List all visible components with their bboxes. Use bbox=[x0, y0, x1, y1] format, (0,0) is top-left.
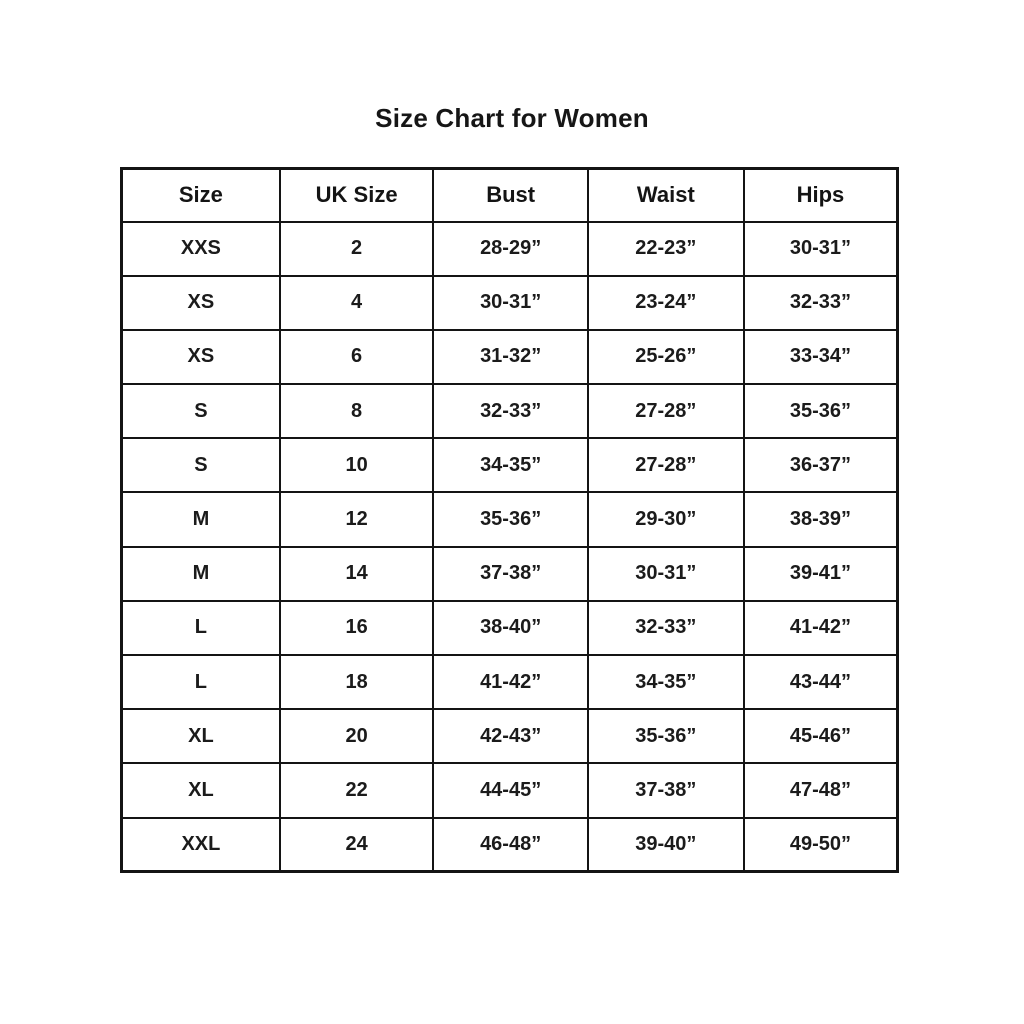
table-cell: XL bbox=[122, 709, 280, 763]
table-row bbox=[122, 547, 898, 601]
table-cell: 35-36” bbox=[433, 492, 587, 546]
table-cell: 18 bbox=[280, 655, 434, 709]
column-header-waist: Waist bbox=[588, 169, 744, 222]
table-cell: 25-26” bbox=[588, 330, 744, 384]
table-cell: L bbox=[122, 601, 280, 655]
table-cell: 4 bbox=[280, 276, 434, 330]
header-row bbox=[122, 169, 898, 222]
table-cell: S bbox=[122, 438, 280, 492]
table-cell: 16 bbox=[280, 601, 434, 655]
table-cell: XS bbox=[122, 276, 280, 330]
table-cell: 24 bbox=[280, 818, 434, 872]
table-row bbox=[122, 601, 898, 655]
table-row bbox=[122, 763, 898, 817]
table-cell: 27-28” bbox=[588, 438, 744, 492]
table-cell: 35-36” bbox=[744, 384, 898, 438]
table-cell: 12 bbox=[280, 492, 434, 546]
table-row bbox=[122, 655, 898, 709]
table-row bbox=[122, 222, 898, 276]
table-cell: XXL bbox=[122, 818, 280, 872]
table-row bbox=[122, 438, 898, 492]
table-cell: 30-31” bbox=[433, 276, 587, 330]
size-chart-table bbox=[120, 167, 899, 873]
table-cell: 37-38” bbox=[433, 547, 587, 601]
table-row bbox=[122, 818, 898, 872]
table-cell: 33-34” bbox=[744, 330, 898, 384]
table-cell: 2 bbox=[280, 222, 434, 276]
table-cell: 6 bbox=[280, 330, 434, 384]
table-cell: 34-35” bbox=[588, 655, 744, 709]
table-cell: 38-40” bbox=[433, 601, 587, 655]
table-cell: XXS bbox=[122, 222, 280, 276]
column-header-uk-size: UK Size bbox=[280, 169, 434, 222]
table-cell: 39-40” bbox=[588, 818, 744, 872]
table-cell: 41-42” bbox=[433, 655, 587, 709]
table-row bbox=[122, 330, 898, 384]
table-cell: XL bbox=[122, 763, 280, 817]
table-cell: 37-38” bbox=[588, 763, 744, 817]
table-cell: 22-23” bbox=[588, 222, 744, 276]
table-cell: M bbox=[122, 492, 280, 546]
table-cell: 38-39” bbox=[744, 492, 898, 546]
table-cell: 47-48” bbox=[744, 763, 898, 817]
table-cell: 22 bbox=[280, 763, 434, 817]
table-cell: 32-33” bbox=[744, 276, 898, 330]
table-row bbox=[122, 384, 898, 438]
table-cell: 32-33” bbox=[588, 601, 744, 655]
table-cell: S bbox=[122, 384, 280, 438]
table-cell: L bbox=[122, 655, 280, 709]
table-cell: 39-41” bbox=[744, 547, 898, 601]
table-cell: XS bbox=[122, 330, 280, 384]
table-cell: 35-36” bbox=[588, 709, 744, 763]
size-table-body bbox=[122, 222, 898, 872]
table-row bbox=[122, 276, 898, 330]
table-cell: 30-31” bbox=[744, 222, 898, 276]
table-cell: 43-44” bbox=[744, 655, 898, 709]
column-header-bust: Bust bbox=[433, 169, 587, 222]
table-cell: 45-46” bbox=[744, 709, 898, 763]
table-cell: 31-32” bbox=[433, 330, 587, 384]
table-cell: 14 bbox=[280, 547, 434, 601]
table-cell: 44-45” bbox=[433, 763, 587, 817]
column-header-size: Size bbox=[122, 169, 280, 222]
table-cell: 23-24” bbox=[588, 276, 744, 330]
table-cell: 49-50” bbox=[744, 818, 898, 872]
table-cell: 36-37” bbox=[744, 438, 898, 492]
table-cell: 34-35” bbox=[433, 438, 587, 492]
table-cell: 27-28” bbox=[588, 384, 744, 438]
table-cell: 42-43” bbox=[433, 709, 587, 763]
table-cell: 46-48” bbox=[433, 818, 587, 872]
table-cell: 32-33” bbox=[433, 384, 587, 438]
table-row bbox=[122, 709, 898, 763]
table-cell: 20 bbox=[280, 709, 434, 763]
table-cell: 10 bbox=[280, 438, 434, 492]
table-row bbox=[122, 492, 898, 546]
table-cell: 41-42” bbox=[744, 601, 898, 655]
page-title: Size Chart for Women bbox=[375, 103, 649, 133]
column-header-hips: Hips bbox=[744, 169, 898, 222]
table-cell: 30-31” bbox=[588, 547, 744, 601]
table-cell: 28-29” bbox=[433, 222, 587, 276]
table-cell: 29-30” bbox=[588, 492, 744, 546]
table-cell: M bbox=[122, 547, 280, 601]
table-cell: 8 bbox=[280, 384, 434, 438]
